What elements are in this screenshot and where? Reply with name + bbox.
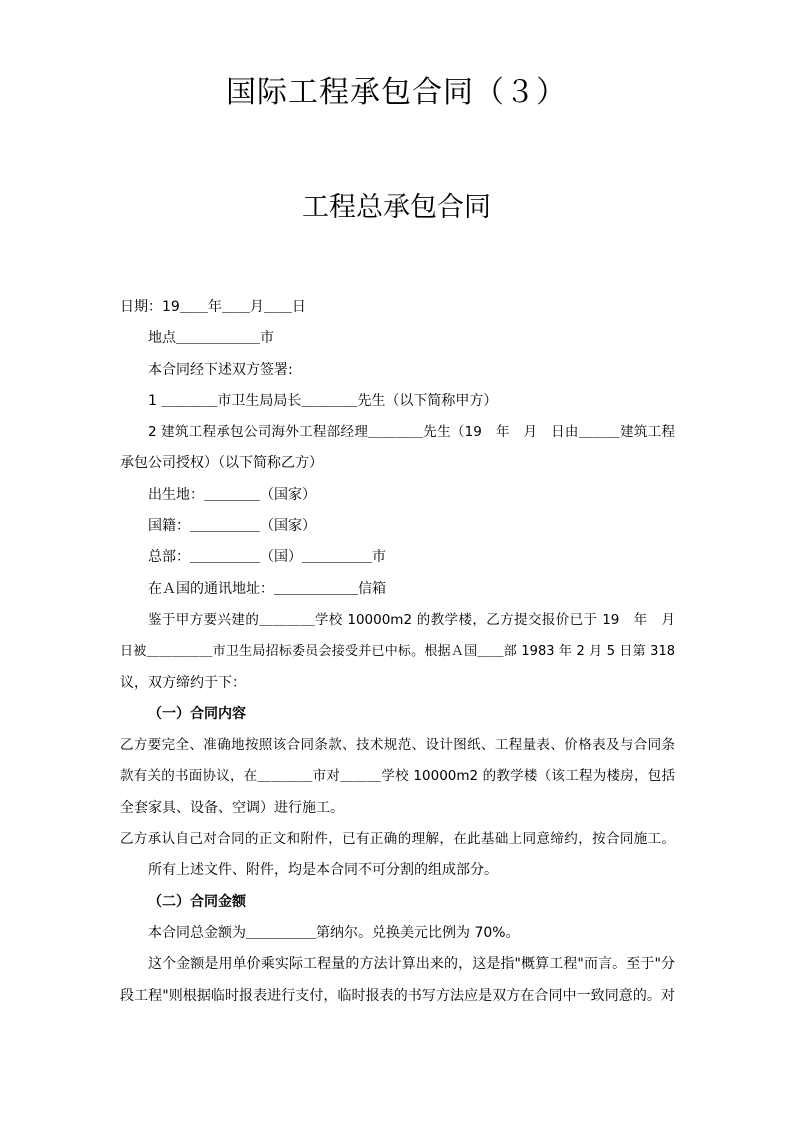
- birthplace-line: 出生地：＿＿＿＿（国家）: [148, 486, 316, 503]
- content-paragraph-cont: 款有关的书面协议，在＿＿＿＿市对＿＿＿学校 10000m2 的教学楼（该工程为楼房，包括: [120, 768, 675, 785]
- section-heading-contract-content: （一）合同内容: [148, 705, 246, 722]
- signatories-intro: 本合同经下述双方签署:: [148, 361, 293, 378]
- amount-paragraph: 本合同总金额为＿＿＿＿＿第纳尔。兑换美元比例为 70%。: [148, 924, 520, 941]
- nationality-line: 国籍：＿＿＿＿＿（国家）: [148, 518, 316, 535]
- address-line: 在Ａ国的通讯地址：＿＿＿＿＿＿信箱: [148, 580, 386, 597]
- whereas-paragraph-cont: 日被＿＿＿＿＿市卫生局招标委员会接受并已中标。根据Ａ国＿＿部 1983 年 2 月 5 日第 318: [120, 644, 675, 660]
- party-b-line-cont: 承包公司授权）（以下简称乙方）: [120, 455, 323, 472]
- party-a-line: 1 ＿＿＿＿市卫生局局长＿＿＿＿先生（以下简称甲方）: [148, 392, 498, 409]
- calculation-paragraph-cont: 段工程"则根据临时报表进行支付，临时报表的书写方法应是双方在合同中一致同意的。对: [120, 987, 675, 1004]
- headquarters-line: 总部：＿＿＿＿＿（国）＿＿＿＿＿市: [148, 549, 386, 566]
- calculation-paragraph: 这个金额是用单价乘实际工程量的方法计算出来的，这是指"概算工程"而言。至于"分: [148, 956, 675, 973]
- document-title: 国际工程承包合同（３）: [226, 75, 567, 110]
- content-paragraph-end: 全套家具、设备、空调）进行施工。: [120, 799, 344, 816]
- location-line: 地点＿＿＿＿＿＿市: [148, 330, 274, 347]
- content-paragraph: 乙方要完全、准确地按照该合同条款、技术规范、设计图纸、工程量表、价格表及与合同条: [120, 737, 675, 754]
- party-b-line: 2 建筑工程承包公司海外工程部经理＿＿＿＿先生（19 年 月 日由＿＿＿建筑工程: [148, 424, 675, 441]
- whereas-paragraph-end: 议，双方缔约于下：: [120, 674, 246, 691]
- whereas-paragraph: 鉴于甲方要兴建的＿＿＿＿学校 10000m2 的教学楼，乙方提交报价已于 19 年 月: [148, 611, 675, 628]
- section-heading-contract-amount: （二）合同金额: [148, 893, 246, 910]
- integral-parts-paragraph: 所有上述文件、附件，均是本合同不可分割的组成部分。: [148, 862, 498, 879]
- date-line: 日期：19＿＿年＿＿月＿＿日: [120, 299, 306, 315]
- document-body: [120, 292, 675, 1012]
- document-subtitle: 工程总承包合同: [302, 192, 491, 223]
- acknowledgement-paragraph: 乙方承认自己对合同的正文和附件，已有正确的理解，在此基础上同意缔约，按合同施工。: [120, 831, 675, 848]
